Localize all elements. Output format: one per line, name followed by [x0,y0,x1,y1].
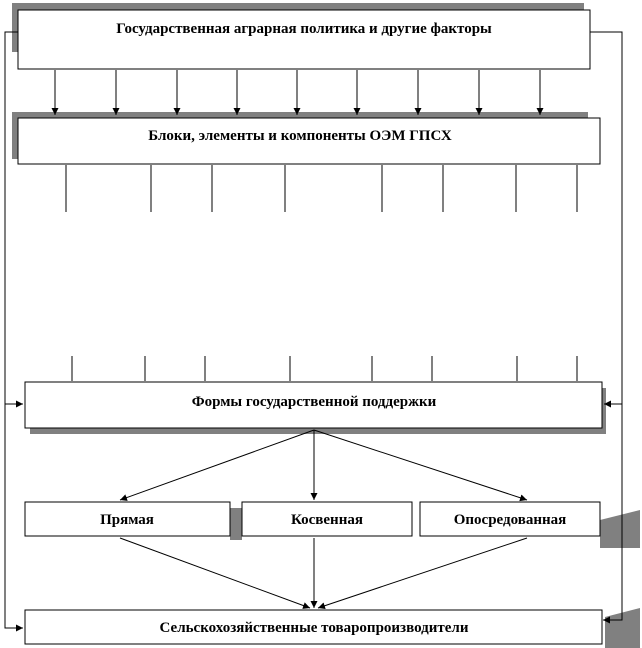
top-to-blocks-arrows [55,70,540,115]
blocks-box [18,118,600,164]
blocks-down-ticks [66,165,577,212]
top-box [18,10,590,69]
direct-box [25,502,230,536]
indirect-box-label: Косвенная [291,512,363,528]
direct-box-label: Прямая [100,512,154,528]
indirect-box [242,502,412,536]
top-box-label: Государственная аграрная политика и другие факторы [116,21,492,37]
support-to-types-arrows [120,430,527,500]
producers-box [25,610,602,644]
support-box-label: Формы государственной поддержки [191,394,437,410]
support-up-ticks [72,356,577,381]
types-to-producers-arrows [120,538,527,608]
support-box [25,382,602,428]
mediated-box-label: Опосредованная [453,512,567,528]
box-shadows [12,3,640,648]
mediated-box [420,502,600,536]
producers-box-label: Сельскохозяйственные товаропроизводители [159,620,469,636]
blocks-box-label: Блоки, элементы и компоненты ОЭМ ГПСХ [148,128,452,144]
